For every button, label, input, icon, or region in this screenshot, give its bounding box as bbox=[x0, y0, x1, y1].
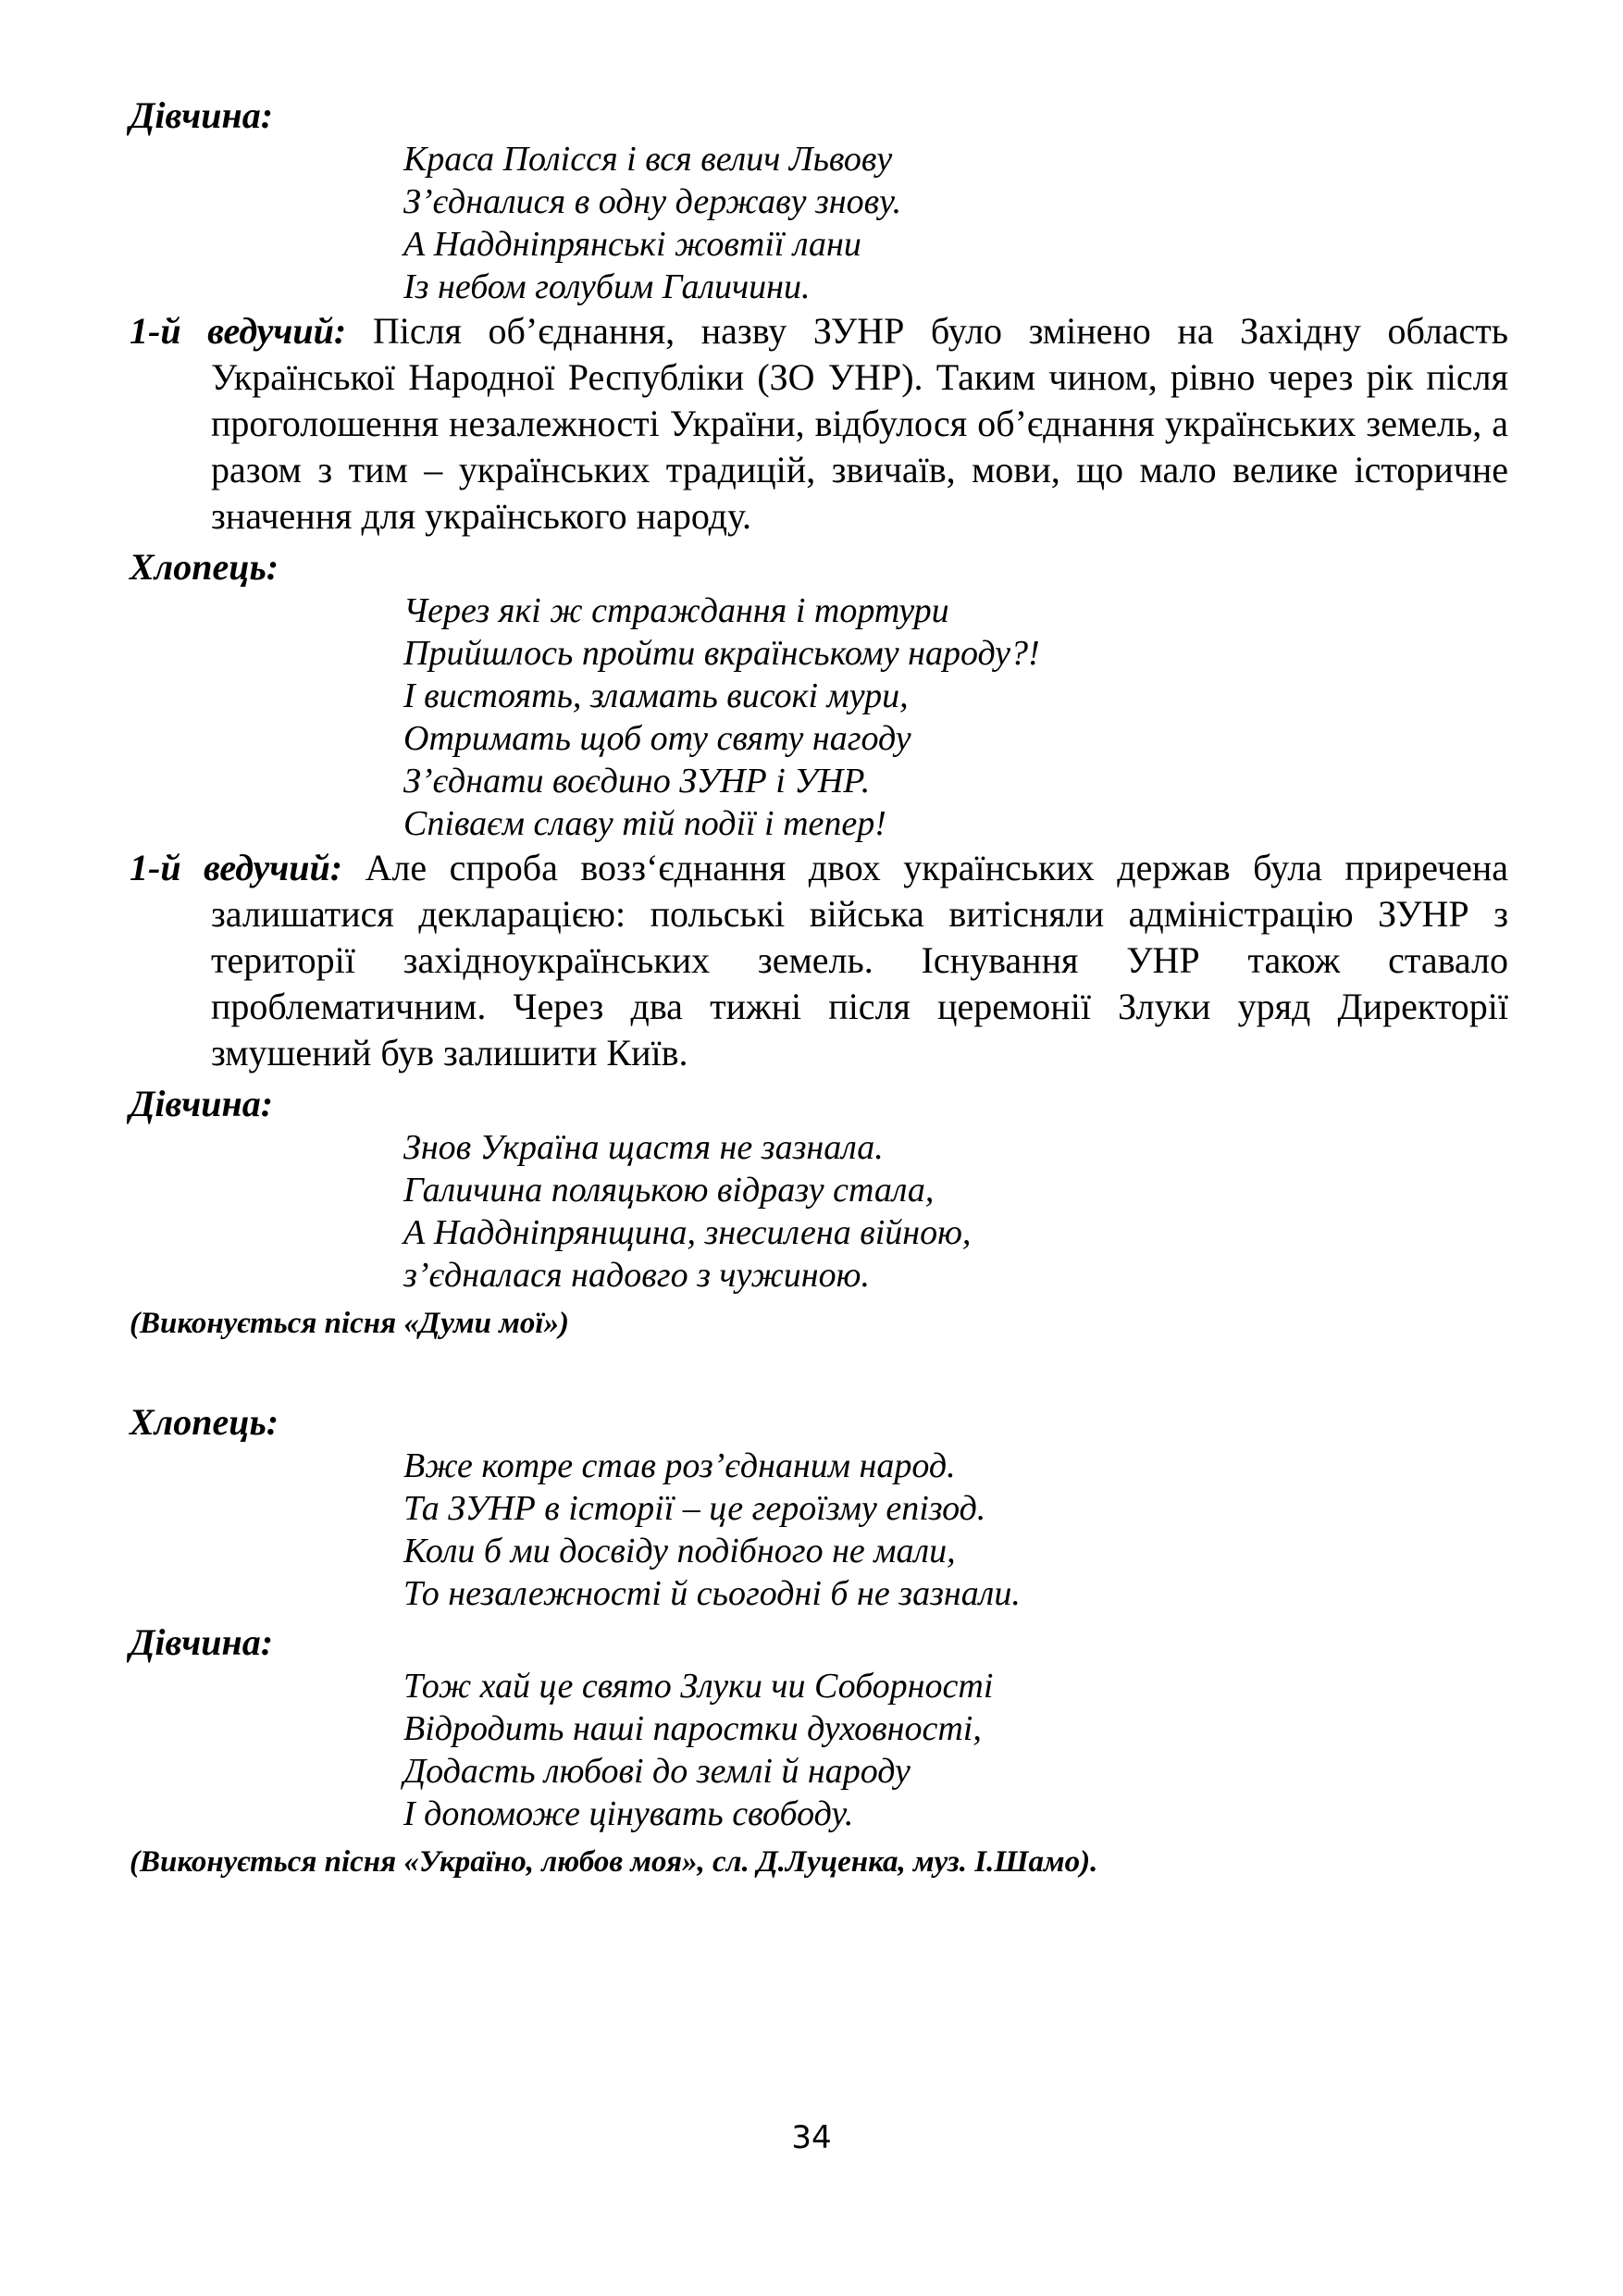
verse-line: Краса Полісся і вся велич Львову bbox=[403, 140, 893, 179]
narration-paragraph bbox=[130, 845, 1508, 1076]
stage-direction: (Виконується пісня «Україно, любов моя», сл. Д.Луценка, муз. І.Шамо). bbox=[130, 1845, 1098, 1879]
verse-line: А Наддніпрянщина, знесилена війною, bbox=[403, 1213, 972, 1252]
speaker-label: Хлопець: bbox=[130, 546, 279, 588]
verse-line: Отримать щоб оту святу нагоду bbox=[403, 719, 911, 758]
speaker-label: Дівчина: bbox=[130, 1621, 274, 1663]
narration-text: Але спроба возз‘єднання двох українських держав була приречена залишатися декларацією: польські війська витісняли адміністрацію ЗУНР з території західноукраїнських земель. Існування УНР також ставало проблематичним. Через два тижні після церемонії Злуки уряд Директорії змушений був залишити Київ. bbox=[211, 847, 1509, 1074]
verse-line: Коли б ми досвіду подібного не мали, bbox=[403, 1532, 956, 1570]
verse bbox=[403, 590, 1508, 845]
verse-line: Через які ж страждання і тортури bbox=[403, 591, 949, 630]
page-number: 34 bbox=[791, 2119, 832, 2156]
verse bbox=[403, 1445, 1508, 1615]
verse-line: з’єдналася надовго з чужиною. bbox=[403, 1256, 870, 1295]
verse-line: Знов Україна щастя не зазнала. bbox=[403, 1128, 884, 1167]
verse-line: Прийшлось пройти вкраїнському народу?! bbox=[403, 634, 1040, 673]
speaker-label: Хлопець: bbox=[130, 1401, 279, 1443]
verse-line: І вистоять, зламать високі мури, bbox=[403, 676, 909, 715]
narrator-label: 1-й ведучий: bbox=[130, 310, 347, 352]
verse-line: Співаєм славу тій події і тепер! bbox=[403, 804, 886, 843]
verse-line: Із небом голубим Галичини. bbox=[403, 267, 811, 306]
verse bbox=[403, 1126, 1508, 1297]
verse-line: Відродить наші паростки духовності, bbox=[403, 1709, 982, 1748]
verse-line: Вже котре став роз’єднаним народ. bbox=[403, 1446, 956, 1485]
verse-line: Тож хай це свято Злуки чи Соборності bbox=[403, 1667, 994, 1706]
verse-line: З’єднати воєдино ЗУНР і УНР. bbox=[403, 762, 871, 800]
speaker-label: Дівчина: bbox=[130, 94, 274, 136]
speaker-label: Дівчина: bbox=[130, 1083, 274, 1124]
verse-line: То незалежності й сьогодні б не зазнали. bbox=[403, 1574, 1021, 1613]
narrator-label: 1-й ведучий: bbox=[130, 847, 343, 888]
verse-line: Галичина поляцькою відразу стала, bbox=[403, 1171, 935, 1210]
narration-paragraph bbox=[130, 308, 1508, 540]
spacer bbox=[130, 1343, 1508, 1395]
verse-line: Додасть любові до землі й народу bbox=[403, 1752, 911, 1791]
verse-line: Та ЗУНР в історії – це героїзму епізод. bbox=[403, 1489, 986, 1528]
verse-line: І допоможе цінувать свободу. bbox=[403, 1794, 854, 1833]
page-body bbox=[130, 88, 1508, 1881]
verse-line: З’єдналися в одну державу знову. bbox=[403, 182, 902, 221]
stage-direction: (Виконується пісня «Думи мої») bbox=[130, 1307, 570, 1340]
verse bbox=[403, 138, 1508, 308]
narration-text: Після об’єднання, назву ЗУНР було змінено на Західну область Української Народної Республіки (ЗО УНР). Таким чином, рівно через рік після проголошення незалежності України, відбулося об’єднання українських земель, а разом з тим – українських традицій, звичаїв, мови, що мало велике історичне значення для українського народу. bbox=[211, 310, 1509, 537]
verse-line: А Наддніпрянські жовтії лани bbox=[403, 225, 861, 264]
verse bbox=[403, 1665, 1508, 1835]
